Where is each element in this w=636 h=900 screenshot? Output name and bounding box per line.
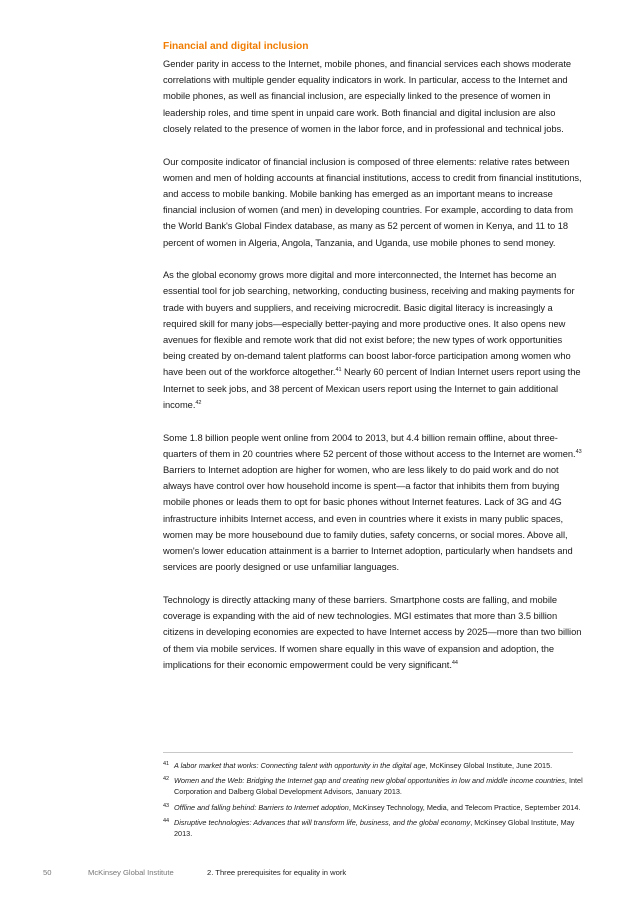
footnote-title: Women and the Web: Bridging the Internet gap and creating new global opportunities in low and middle income countries (174, 776, 565, 786)
footnote-divider (163, 752, 573, 753)
section-heading: Financial and digital inclusion (163, 41, 309, 52)
footnote-number: 42 (163, 776, 170, 783)
paragraph-text: Our composite indicator of financial inclusion is composed of three elements: relative rates between women and men of holding accounts at financial institutions, access to credit from financial institutions, and access to mobile banking. Mobile banking has emerged as an important means to increase financial inclusion of women (and men) in developing countries. For example, according to data from the World Bank's Global Findex database, as many as 52 percent of women in Kenya, and 11 to 18 percent of women in Algeria, Angola, Tanzania, and Uganda, use mobile phones to send money. (163, 156, 582, 248)
paragraph-text: Some 1.8 billion people went online from 2004 to 2013, but 4.4 billion remain offline, about three-quarters of them in 20 countries where 52 percent of those without access to the Internet are women. (163, 432, 576, 459)
paragraph (163, 430, 583, 576)
chapter-title: 2. Three prerequisites for equality in work (207, 868, 347, 877)
paragraph-text: Gender parity in access to the Internet, mobile phones, and financial services each shows moderate correlations with multiple gender equality indicators in work. In particular, access to the Internet and mobile phones, as well as financial inclusion, are especially linked to the presence of women in leadership roles, and time spent in unpaid care work. Both financial and digital inclusion are also closely related to the presence of women in the labor force, and in professional and technical jobs. (163, 59, 572, 134)
paragraph-text: As the global economy grows more digital and more interconnected, the Internet has become an essential tool for job searching, networking, conducting business, receiving and making payments for trade with buyers and suppliers, and receiving microcredit. Basic digital literacy is increasingly a required skill for many jobs—especially better-paying and more productive ones. It also opens new avenues for flexible and remote work that did not exist before; the new types of work opportunities being created by on-demand talent platforms can boost labor-force participation among women who have been out of the workforce altogether. (163, 270, 575, 378)
footnote-source: , McKinsey Global Institute, June 2015. (425, 761, 553, 770)
body-text (163, 56, 583, 673)
footnote-number: 43 (163, 802, 170, 809)
paragraph (163, 154, 583, 251)
footnote (163, 802, 583, 813)
footnote-source: , McKinsey Technology, Media, and Telecom Practice, September 2014. (348, 802, 581, 812)
footnote-reference[interactable]: 42 (195, 399, 202, 406)
main-content (163, 39, 583, 689)
publisher-name: McKinsey Global Institute (88, 868, 174, 877)
footnote-source: , Intel Corporation and Dalberg Global Development Advisors, January 2013. (174, 776, 583, 797)
footnote (163, 817, 583, 839)
footnote-title: Disruptive technologies: Advances that will transform life, business, and the global economy (174, 817, 471, 827)
footnote-title: Offline and falling behind: Barriers to Internet adoption (174, 802, 349, 812)
paragraph (163, 56, 583, 137)
paragraph (163, 267, 583, 413)
paragraph-text: Barriers to Internet adoption are higher for women, who are less likely to do paid work and do not always have control over how household income is spent—a factor that inhibits them from buying mobile phones or leads them to opt for basic phones without Internet features. Lack of 3G and 4G infrastructure inhibits Internet access, and even in countries where it exists in many public spaces, women may be more housebound due to family duties, safety concerns, or social mores. Above all, women's lower education attainment is a barrier to Internet adoption, particularly when handsets and services are poorly designed or use unfamiliar languages. (163, 464, 573, 573)
paragraph-text: Nearly 60 percent of Indian Internet users report using the Internet to seek jobs, and 38 percent of Mexican users report using the Internet to gain additional income. (163, 367, 581, 410)
paragraph (163, 592, 583, 673)
footnote-reference[interactable]: 44 (451, 659, 458, 666)
footnote (163, 760, 583, 771)
footnote-reference[interactable]: 43 (575, 448, 582, 455)
footnote-number: 44 (163, 817, 170, 824)
page-number: 50 (43, 868, 52, 877)
footnote-source: , McKinsey Global Institute, May 2013. (174, 817, 575, 839)
paragraph-text: Technology is directly attacking many of these barriers. Smartphone costs are falling, and mobile coverage is expanding with the aid of new technologies. MGI estimates that more than 3.5 billion citizens in developing economies are expected to have Internet access by 2025—more than two billion of them via mobile services. If women share equally in this wave of expansion and adoption, the implications for their economic empowerment could be very significant. (163, 594, 582, 670)
footnote-reference[interactable]: 41 (335, 367, 342, 374)
footnotes (163, 760, 583, 843)
footnote (163, 775, 583, 797)
footnote-number: 41 (163, 761, 170, 767)
footnote-title: A labor market that works: Connecting talent with opportunity in the digital age (174, 761, 426, 770)
